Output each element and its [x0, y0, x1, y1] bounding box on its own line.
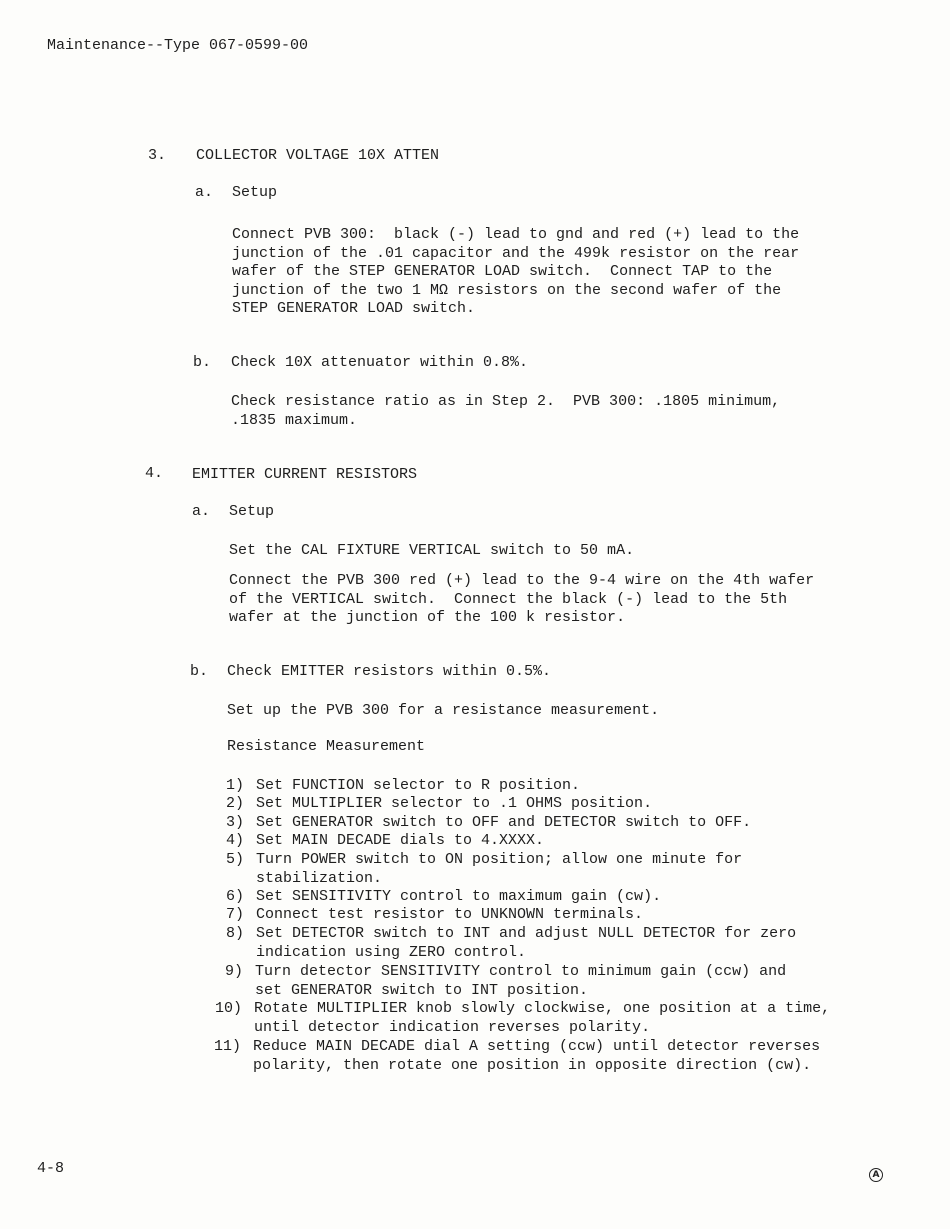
section-4a-heading: Setup [229, 503, 275, 520]
section-3b-heading: Check 10X attenuator within 0.8%. [231, 354, 529, 371]
step-text: Rotate MULTIPLIER knob slowly clockwise, one position at a time, until detector indication reverses polarity. [254, 1000, 831, 1036]
section-3a-letter: a. [195, 184, 214, 201]
step-text: Set GENERATOR switch to OFF and DETECTOR switch to OFF. [256, 814, 752, 831]
section-4a-paragraph-1: Set the CAL FIXTURE VERTICAL switch to 50 mA. [229, 542, 635, 559]
list-item [206, 1000, 830, 1037]
step-text: Set MULTIPLIER selector to .1 OHMS position. [256, 795, 653, 812]
list-item [208, 777, 580, 796]
list-item [208, 888, 661, 907]
section-3a-paragraph: Connect PVB 300: black (-) lead to gnd and red (+) lead to the junction of the .01 capacitor and the 499k resistor on the rear wafer of the STEP GENERATOR LOAD switch. Connect TAP to the junction of the two 1 MΩ resistors on the second wafer of the STEP GENERATOR LOAD switch. [232, 226, 800, 317]
section-3b-paragraph: Check resistance ratio as in Step 2. PVB 300: .1805 minimum, .1835 maximum. [231, 393, 781, 429]
step-number: 8) [225, 925, 244, 942]
resistance-measurement-heading: Resistance Measurement [227, 738, 426, 755]
page-header: Maintenance--Type 067-0599-00 [47, 37, 309, 54]
section-4-number: 4. [145, 465, 164, 482]
step-number: 7) [225, 906, 244, 923]
section-3-title: COLLECTOR VOLTAGE 10X ATTEN [196, 147, 440, 164]
step-number: 4) [225, 832, 244, 849]
step-number: 11) [213, 1038, 241, 1055]
list-item [208, 795, 652, 814]
list-item [208, 832, 544, 851]
step-number: 6) [225, 888, 244, 905]
step-text: Turn detector SENSITIVITY control to minimum gain (ccw) and set GENERATOR switch to INT position. [255, 963, 787, 999]
step-number: 9) [224, 963, 243, 980]
list-item [205, 1038, 820, 1075]
section-4a-paragraph-2: Connect the PVB 300 red (+) lead to the 9-4 wire on the 4th wafer of the VERTICAL switch. Connect the black (-) lead to the 5th wafer at the junction of the 100 k resistor. [229, 572, 815, 626]
step-text: Connect test resistor to UNKNOWN terminals. [256, 906, 644, 923]
step-text: Set SENSITIVITY control to maximum gain (cw). [256, 888, 662, 905]
section-4b-letter: b. [190, 663, 209, 680]
section-4b-heading: Check EMITTER resistors within 0.5%. [227, 663, 552, 680]
step-number: 5) [225, 851, 244, 868]
step-text: Set DETECTOR switch to INT and adjust NULL DETECTOR for zero indication using ZERO control. [256, 925, 797, 961]
step-number: 10) [214, 1000, 242, 1017]
tektronix-logo-icon: A [869, 1168, 883, 1182]
step-number: 2) [225, 795, 244, 812]
section-4a-letter: a. [192, 503, 211, 520]
step-number: 1) [225, 777, 244, 794]
list-item [208, 851, 742, 888]
section-3-number: 3. [148, 147, 167, 164]
list-item [208, 814, 751, 833]
page-number: 4-8 [37, 1160, 65, 1177]
list-item [208, 925, 796, 962]
step-text: Reduce MAIN DECADE dial A setting (ccw) until detector reverses polarity, then rotate one position in opposite direction (cw). [253, 1038, 821, 1074]
section-4b-paragraph: Set up the PVB 300 for a resistance measurement. [227, 702, 660, 719]
step-text: Set MAIN DECADE dials to 4.XXXX. [256, 832, 545, 849]
step-text: Set FUNCTION selector to R position. [256, 777, 581, 794]
step-number: 3) [225, 814, 244, 831]
list-item [207, 963, 786, 1000]
section-4-title: EMITTER CURRENT RESISTORS [192, 466, 418, 483]
section-3b-letter: b. [193, 354, 212, 371]
step-text: Turn POWER switch to ON position; allow one minute for stabilization. [256, 851, 743, 887]
list-item [208, 906, 643, 925]
section-3a-heading: Setup [232, 184, 278, 201]
